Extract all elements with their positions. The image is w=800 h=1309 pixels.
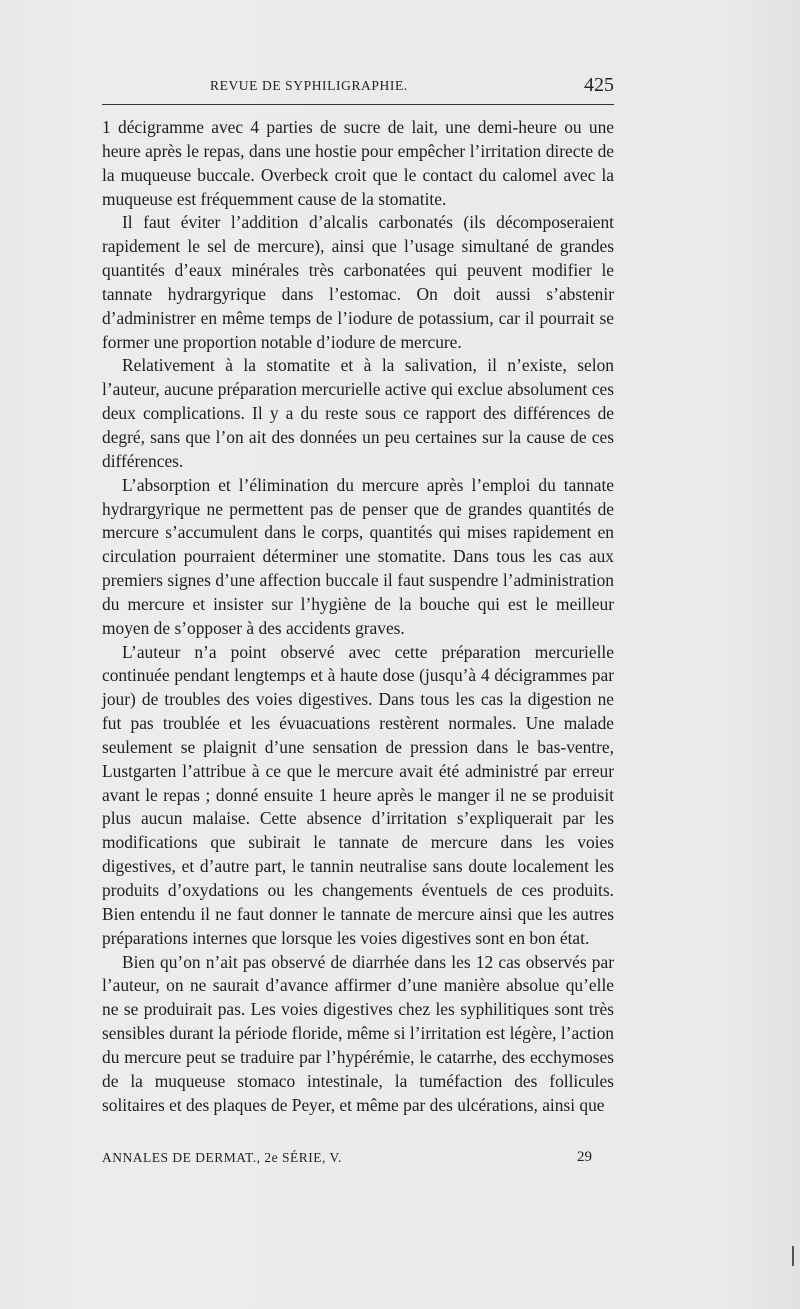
journal-signature: ANNALES DE DERMAT., 2e SÉRIE, V. [102, 1150, 342, 1165]
paragraph: 1 décigramme avec 4 parties de sucre de lait, une demi-heure ou une heure après le repas, dans une hostie pour empêcher l’irritation directe de la muqueuse buccale. Overbeck croit que le contact du calomel avec la muqueuse est fréquemment cause de la stomatite. [102, 117, 614, 209]
signature-number: 29 [577, 1149, 592, 1165]
paragraph: L’auteur n’a point observé avec cette préparation mercurielle continuée pendant lengtemps et à haute dose (jusqu’à 4 décigrammes par jour) de troubles des voies digestives. Dans tous les cas la digestion ne fut pas troublée et les évuacuations restèrent normales. Une malade seulement se plaignit d’une sensation de pression dans le bas-ventre, Lustgarten l’attribue à ce que le mercure avait été administré par erreur avant le repas ; donné ensuite 1 heure après le manger il ne se produisit plus aucun malaise. Cette absence d’irritation s’expliquerait par les modifications que subirait le tannate de mercure dans les voies digestives, et d’autre part, le tannin neutralise sans doute localement les produits d’oxydations ou les changements éventuels de ces produits. Bien entendu il ne faut donner le tannate de mercure ainsi que les autres préparations internes que lorsque les voies digestives sont en bon état. [102, 641, 614, 948]
paragraph: L’absorption et l’élimination du mercure après l’emploi du tannate hydrargyrique ne permettent pas de penser que de grandes quantités de mercure s’accumulent dans le corps, quantités qui mises rapidement en circulation pourraient déterminer une stomatite. Dans tous les cas aux premiers signes d’une affection buccale il faut suspendre l’administration du mercure et insister sur l’hygiène de la bouche qui est le meilleur moyen de s’opposer à des accidents graves. [102, 474, 614, 638]
paragraph: Bien qu’on n’ait pas observé de diarrhée dans les 12 cas observés par l’auteur, on ne saurait d’avance affirmer d’une manière absolue qu’elle ne se produirait pas. Les voies digestives chez les syphilitiques sont très sensibles durant la période floride, même si l’irritation est légère, l’action du mercure peut se traduire par l’hypérémie, le catarrhe, des ecchymoses de la muqueuse stomaco intestinale, la tuméfaction des follicules solitaires et des plaques de Peyer, et même par des ulcérations, ainsi que [102, 951, 614, 1115]
page-edge-mark [792, 1246, 794, 1266]
page-number: 425 [584, 74, 614, 96]
running-title: REVUE DE SYPHILIGRAPHIE. [210, 78, 408, 93]
paragraph: Relativement à la stomatite et à la salivation, il n’existe, selon l’auteur, aucune préparation mercurielle active qui exclue absolument ces deux complications. Il y a du reste sous ce rapport des différences de degré, sans que l’on ait des données un peu certaines sur la cause de ces différences. [102, 355, 614, 471]
page-footer [102, 1150, 614, 1172]
page-header [100, 76, 620, 100]
body-text [102, 116, 614, 1117]
header-rule [102, 104, 614, 105]
paragraph: Il faut éviter l’addition d’alcalis carbonatés (ils décomposeraient rapidement le sel de mercure), ainsi que l’usage simultané de grandes quantités d’eaux minérales très carbonatées qui peuvent modifier le tannate hydrargyrique dans l’estomac. On doit aussi s’abstenir d’administrer en même temps de l’iodure de potassium, car il pourrait se former une proportion notable d’iodure de mercure. [102, 212, 614, 352]
